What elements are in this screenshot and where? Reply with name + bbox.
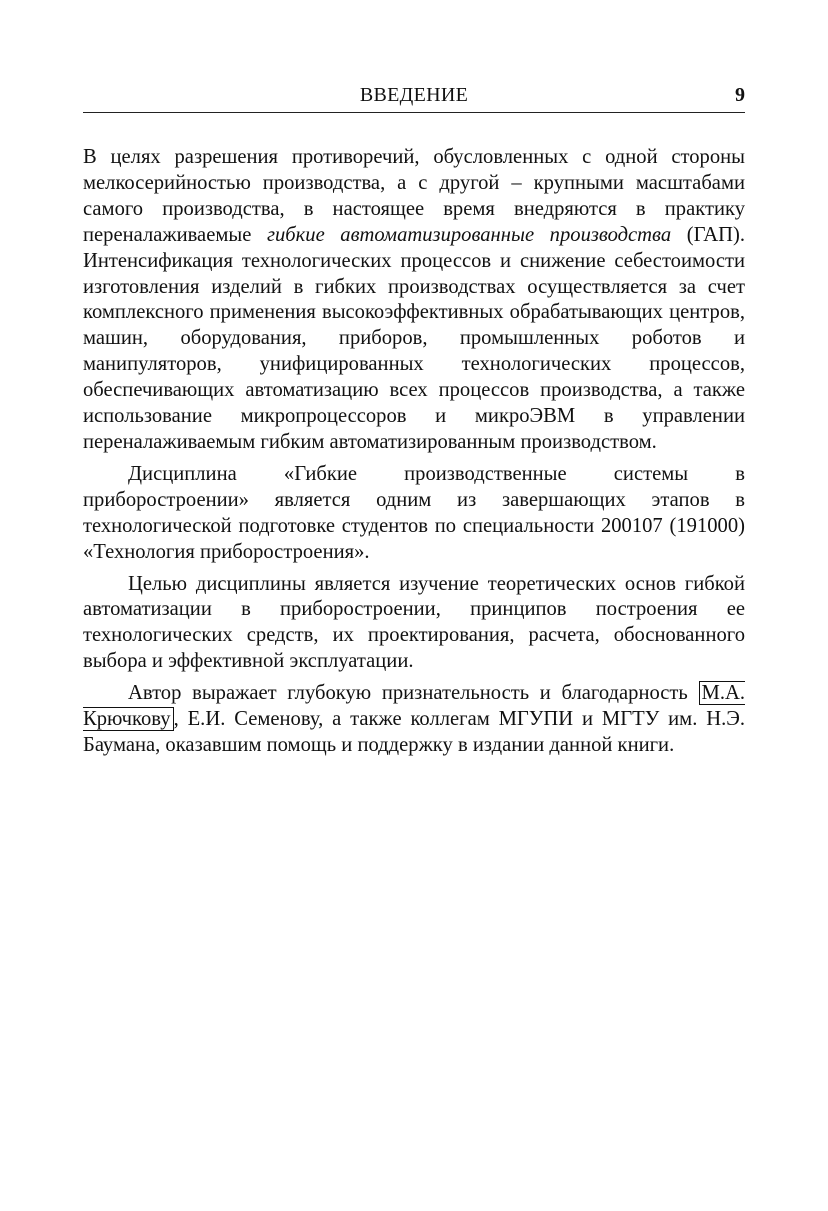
page-number: 9 — [735, 84, 745, 106]
chapter-title: ВВЕДЕНИЕ — [359, 84, 469, 106]
boxed-name: М.А. Крючкову — [83, 682, 745, 731]
paragraph-4 — [83, 681, 745, 759]
paragraph-2: Дисциплина «Гибкие производственные системы в приборостроении» является одним из завершающих этапов в технологической подготовке студентов по специальности 200107 (191000) «Технология приборостроения». — [83, 462, 745, 563]
paragraph-4-text-b: , Е.И. Семенову, а также коллегам МГУПИ и МГТУ им. Н.Э. Баумана, оказавшим помощь и поддержку в издании данной книги. — [83, 708, 745, 756]
paragraph-1-emphasis: гибкие автоматизированные производства — [266, 223, 672, 246]
paragraph-1-text-a: В целях разрешения противоречий, обусловленных с одной стороны мелкосерийностью производства, а с другой – крупными масштабами самого производства, в настоящее время внедряются в практику переналаживаемые — [83, 146, 745, 246]
paragraph-4-text-a: Автор выражает глубокую признательность и благодарность — [128, 682, 699, 705]
paragraph-1-text-b: (ГАП). Интенсификация технологических процессов и снижение себестоимости изготовления изделий в гибких производствах осуществляется за счет комплексного применения высокоэффективных обрабатывающих центров, машин, оборудования, приборов, промышленных роботов и манипуляторов, унифицированных технологических процессов, обеспечивающих автоматизацию всех процессов производства, а также использование микропроцессоров и микроЭВМ в управлении переналаживаемым гибким автоматизированным производством. — [83, 223, 745, 453]
paragraph-1 — [83, 145, 745, 456]
paragraph-3: Целью дисциплины является изучение теоретических основ гибкой автоматизации в приборостроении, принципов построения ее технологических средств, их проектирования, расчета, обоснованного выбора и эффективной эксплуатации. — [83, 572, 745, 673]
running-header — [83, 84, 745, 113]
body-text — [83, 145, 745, 759]
